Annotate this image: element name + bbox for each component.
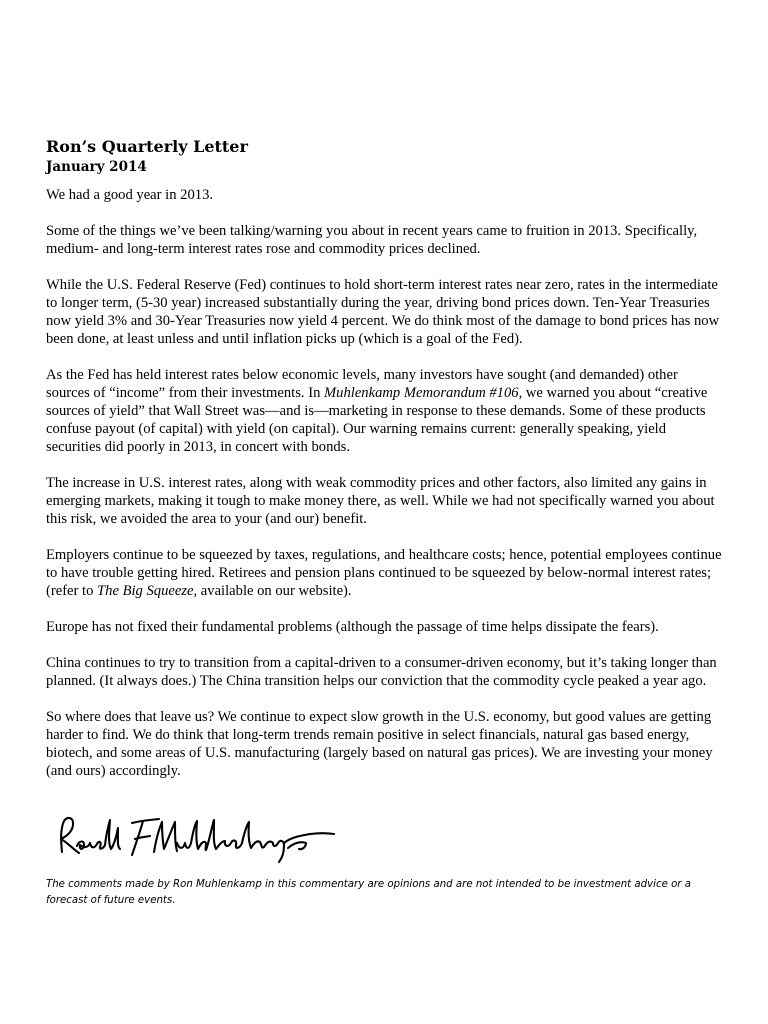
paragraph-4-text-end: we warned you about “creative sources of yield” that Wall Street was—and is—marketing in response to these demands. Some of these products confuse payout (of capital) with yield (on capital). Our warning remains current: generally speaking, yield securities did poorly in 2013, in concert with bonds. bbox=[46, 385, 708, 455]
paragraph-9: So where does that leave us? We continue to expect slow growth in the U.S. economy, but good values are getting harder to find. We do think that long-term trends remain positive in select financials, natural gas based energy, biotech, and some areas of U.S. manufacturing (largely based on natural gas prices). We are investing your money (and ours) accordingly. bbox=[46, 709, 713, 779]
paragraph-7: Europe has not fixed their fundamental problems (although the passage of time helps dissipate the fears). bbox=[46, 619, 659, 635]
letter-content bbox=[46, 137, 722, 798]
paragraph-5: The increase in U.S. interest rates, along with weak commodity prices and other factors, also limited any gains in emerging markets, making it tough to make money there, as well. While we had not specifically warned you about this risk, we avoided the area to your (and our) benefit. bbox=[46, 475, 715, 527]
letter-title: Ron’s Quarterly Letter bbox=[46, 137, 248, 156]
paragraph-2: Some of the things we’ve been talking/warning you about in recent years came to fruition in 2013. Specifically, medium- and long-term interest rates rose and commodity prices declined. bbox=[46, 223, 698, 257]
paragraph-8: China continues to try to transition from a capital-driven to a consumer-driven economy, but it’s taking longer than planned. (It always does.) The China transition helps our conviction that the commodity cycle peaked a year ago. bbox=[46, 655, 717, 689]
letter-date: January 2014 bbox=[46, 159, 147, 175]
paragraph-4 bbox=[46, 366, 722, 456]
letter-body bbox=[46, 186, 722, 780]
disclaimer: The comments made by Ron Muhlenkamp in this commentary are opinions and are not intended to be investment advice or a forecast of future events. bbox=[46, 879, 691, 906]
paragraph-6-text-end: available on our website). bbox=[197, 583, 352, 599]
paragraph-6 bbox=[46, 546, 722, 600]
paragraph-4-text-start: As the Fed has held interest rates below economic levels, many investors have sought (and demanded) other sources of “income” from their investments. In bbox=[46, 367, 678, 401]
paragraph-6-text-start: Employers continue to be squeezed by taxes, regulations, and healthcare costs; hence, potential employees continue to have trouble getting hired. Retirees and pension plans continued to be squeezed by below-normal interest rates; (refer to bbox=[46, 547, 722, 599]
paragraph-1: We had a good year in 2013. bbox=[46, 187, 214, 203]
handwritten-signature bbox=[48, 812, 338, 868]
big-squeeze-reference: The Big Squeeze, bbox=[97, 583, 198, 599]
memorandum-reference: Muhlenkamp Memorandum #106, bbox=[324, 385, 523, 401]
paragraph-3: While the U.S. Federal Reserve (Fed) continues to hold short-term interest rates near zero, rates in the intermediate to longer term, (5-30 year) increased substantially during the year, driving bond prices down. Ten-Year Treasuries now yield 3% and 30-Year Treasuries now yield 4 percent. We do think most of the damage to bond prices has now been done, at least unless and until inflation picks up (which is a goal of the Fed). bbox=[46, 277, 720, 347]
